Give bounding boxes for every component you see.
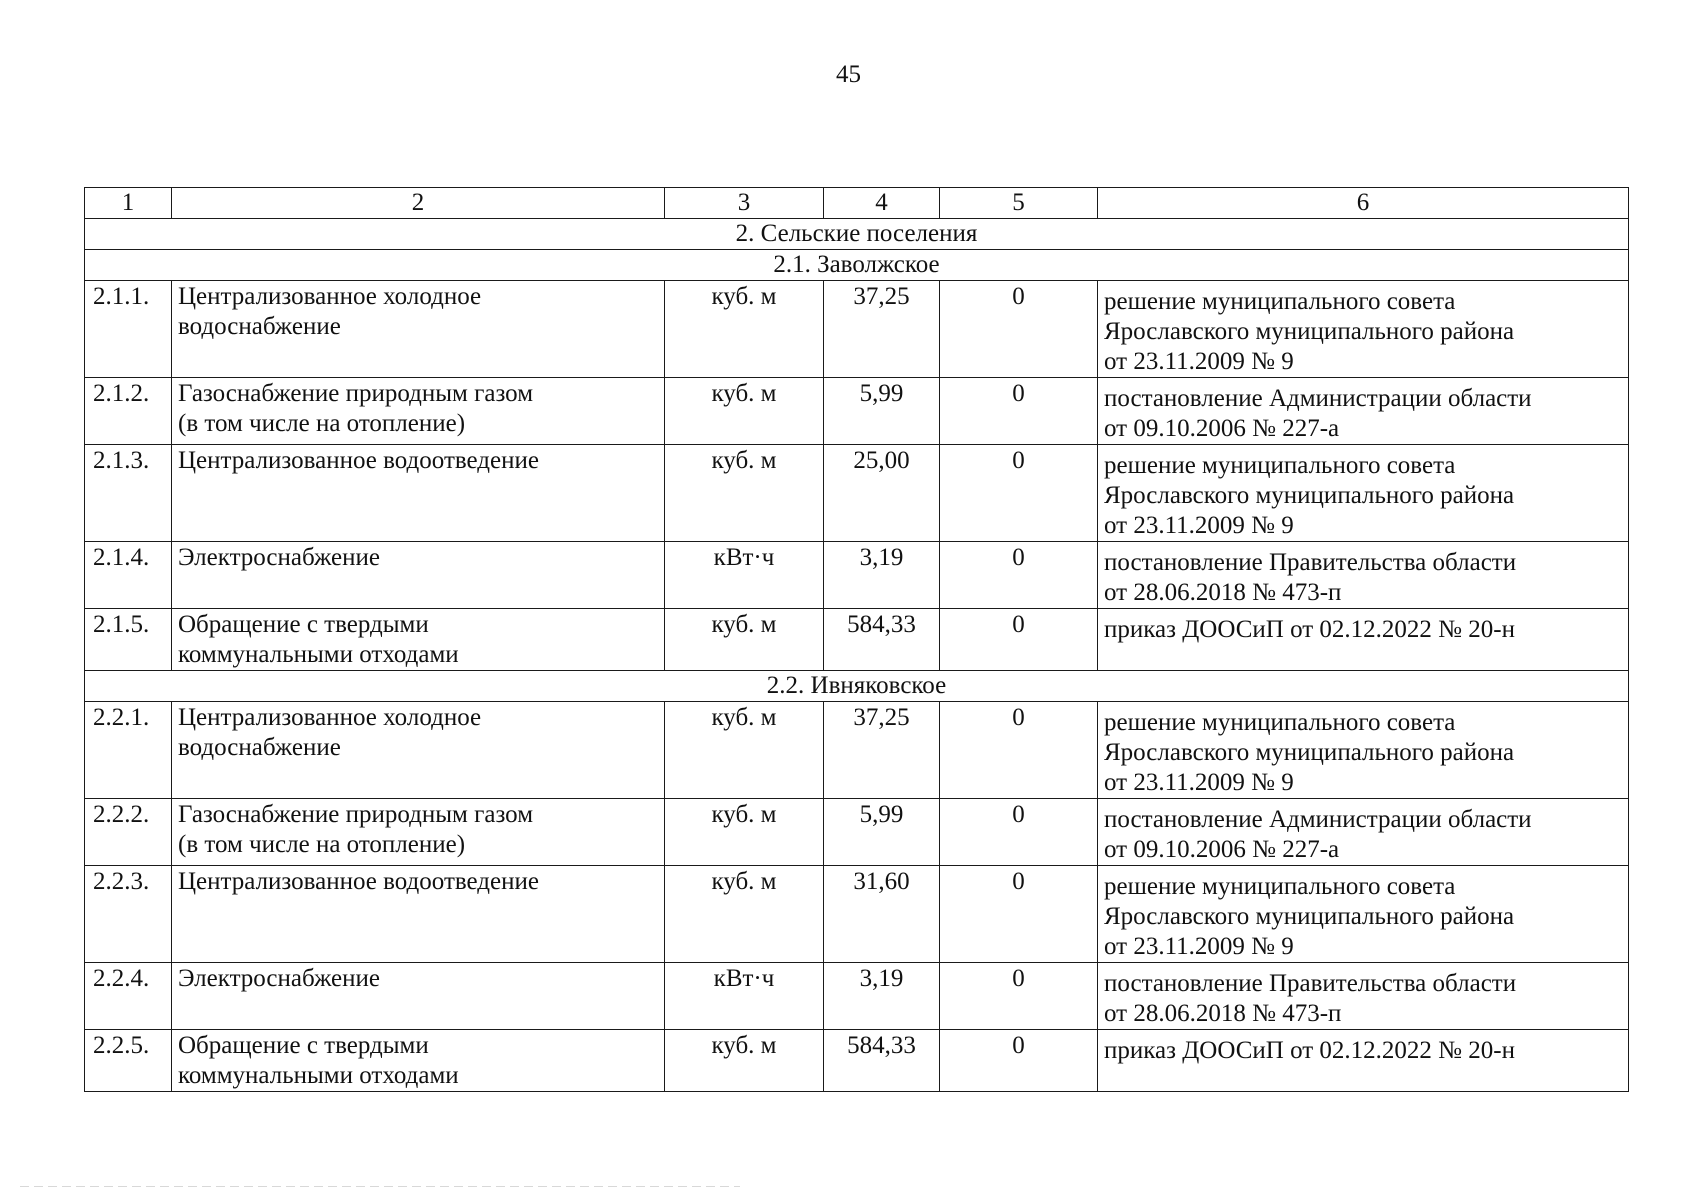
unit-cell: куб. м — [665, 609, 824, 671]
item-number-cell: 2.1.4. — [85, 542, 172, 609]
legal-basis-cell — [1098, 609, 1629, 671]
table-row — [85, 542, 1629, 609]
legal-basis-line: от 28.06.2018 № 473-п — [1104, 1000, 1342, 1027]
column-number-row — [85, 188, 1629, 219]
table-row — [85, 281, 1629, 378]
unit-cell: куб. м — [665, 445, 824, 542]
subsection-header-row — [85, 250, 1629, 281]
item-number-cell: 2.2.3. — [85, 866, 172, 963]
service-name-line: водоснабжение — [178, 734, 341, 761]
column5-cell: 0 — [940, 1030, 1098, 1092]
column-number-cell: 6 — [1098, 188, 1629, 219]
legal-basis-line: решение муниципального совета — [1104, 288, 1456, 315]
section-header-row — [85, 219, 1629, 250]
service-name-line: водоснабжение — [178, 313, 341, 340]
subsection-title: 2.2. Ивняковское — [85, 671, 1629, 702]
column5-cell: 0 — [940, 378, 1098, 445]
item-number-cell: 2.1.3. — [85, 445, 172, 542]
legal-basis-line: постановление Администрации области — [1104, 806, 1532, 833]
service-name-line: Электроснабжение — [178, 965, 380, 992]
table-row — [85, 609, 1629, 671]
service-name-cell — [172, 963, 665, 1030]
subsection-header-row — [85, 671, 1629, 702]
tariff-table — [84, 187, 1629, 1092]
table-row — [85, 445, 1629, 542]
service-name-line: Обращение с твердыми — [178, 1032, 429, 1059]
legal-basis-cell — [1098, 542, 1629, 609]
legal-basis-line: от 09.10.2006 № 227-а — [1104, 415, 1340, 442]
legal-basis-cell — [1098, 866, 1629, 963]
legal-basis-line: от 23.11.2009 № 9 — [1104, 348, 1294, 375]
table-row — [85, 1030, 1629, 1092]
column5-cell: 0 — [940, 609, 1098, 671]
legal-basis-line: Ярославского муниципального района — [1104, 739, 1515, 766]
service-name-line: коммунальными отходами — [178, 1062, 459, 1089]
value-cell: 31,60 — [824, 866, 940, 963]
table-row — [85, 799, 1629, 866]
unit-cell: кВт·ч — [665, 963, 824, 1030]
column5-cell: 0 — [940, 542, 1098, 609]
column5-cell: 0 — [940, 281, 1098, 378]
unit-cell: куб. м — [665, 281, 824, 378]
legal-basis-cell — [1098, 281, 1629, 378]
service-name-line: Централизованное холодное — [178, 283, 482, 310]
column-number-cell: 1 — [85, 188, 172, 219]
legal-basis-cell — [1098, 1030, 1629, 1092]
service-name-cell — [172, 799, 665, 866]
legal-basis-line: постановление Администрации области — [1104, 385, 1532, 412]
table-body — [85, 188, 1629, 1092]
legal-basis-line: приказ ДООСиП от 02.12.2022 № 20-н — [1104, 616, 1515, 643]
value-cell: 584,33 — [824, 609, 940, 671]
legal-basis-cell — [1098, 445, 1629, 542]
unit-cell: куб. м — [665, 799, 824, 866]
legal-basis-line: постановление Правительства области — [1104, 549, 1517, 576]
legal-basis-cell — [1098, 963, 1629, 1030]
unit-cell: куб. м — [665, 378, 824, 445]
table-row — [85, 866, 1629, 963]
table-row — [85, 378, 1629, 445]
legal-basis-line: от 23.11.2009 № 9 — [1104, 769, 1294, 796]
item-number-cell: 2.2.1. — [85, 702, 172, 799]
value-cell: 37,25 — [824, 281, 940, 378]
legal-basis-line: решение муниципального совета — [1104, 709, 1456, 736]
legal-basis-line: от 23.11.2009 № 9 — [1104, 933, 1294, 960]
legal-basis-line: от 28.06.2018 № 473-п — [1104, 579, 1342, 606]
subsection-title: 2.1. Заволжское — [85, 250, 1629, 281]
service-name-line: Централизованное холодное — [178, 704, 482, 731]
legal-basis-line: решение муниципального совета — [1104, 452, 1456, 479]
legal-basis-line: решение муниципального совета — [1104, 873, 1456, 900]
value-cell: 5,99 — [824, 378, 940, 445]
service-name-cell — [172, 542, 665, 609]
scan-artifact-line — [20, 1186, 740, 1187]
column-number-cell: 4 — [824, 188, 940, 219]
legal-basis-line: Ярославского муниципального района — [1104, 903, 1515, 930]
column5-cell: 0 — [940, 702, 1098, 799]
unit-cell: кВт·ч — [665, 542, 824, 609]
value-cell: 3,19 — [824, 542, 940, 609]
legal-basis-line: от 23.11.2009 № 9 — [1104, 512, 1294, 539]
table-row — [85, 963, 1629, 1030]
column5-cell: 0 — [940, 866, 1098, 963]
section-title: 2. Сельские поселения — [85, 219, 1629, 250]
unit-cell: куб. м — [665, 702, 824, 799]
legal-basis-line: от 09.10.2006 № 227-а — [1104, 836, 1340, 863]
service-name-line: Газоснабжение природным газом — [178, 801, 534, 828]
service-name-line: Газоснабжение природным газом — [178, 380, 534, 407]
service-name-cell — [172, 866, 665, 963]
item-number-cell: 2.2.4. — [85, 963, 172, 1030]
legal-basis-line: Ярославского муниципального района — [1104, 318, 1515, 345]
legal-basis-cell — [1098, 799, 1629, 866]
column-number-cell: 5 — [940, 188, 1098, 219]
service-name-cell — [172, 702, 665, 799]
legal-basis-cell — [1098, 702, 1629, 799]
service-name-line: коммунальными отходами — [178, 641, 459, 668]
legal-basis-cell — [1098, 378, 1629, 445]
page-number: 45 — [836, 61, 861, 88]
legal-basis-line: приказ ДООСиП от 02.12.2022 № 20-н — [1104, 1037, 1515, 1064]
value-cell: 5,99 — [824, 799, 940, 866]
item-number-cell: 2.2.2. — [85, 799, 172, 866]
column5-cell: 0 — [940, 799, 1098, 866]
service-name-cell — [172, 445, 665, 542]
item-number-cell: 2.2.5. — [85, 1030, 172, 1092]
legal-basis-line: Ярославского муниципального района — [1104, 482, 1515, 509]
legal-basis-line: постановление Правительства области — [1104, 970, 1517, 997]
service-name-line: (в том числе на отопление) — [178, 831, 466, 858]
service-name-cell — [172, 281, 665, 378]
column5-cell: 0 — [940, 445, 1098, 542]
service-name-cell — [172, 1030, 665, 1092]
column5-cell: 0 — [940, 963, 1098, 1030]
value-cell: 584,33 — [824, 1030, 940, 1092]
table-row — [85, 702, 1629, 799]
service-name-line: (в том числе на отопление) — [178, 410, 466, 437]
value-cell: 25,00 — [824, 445, 940, 542]
service-name-cell — [172, 609, 665, 671]
item-number-cell: 2.1.5. — [85, 609, 172, 671]
value-cell: 3,19 — [824, 963, 940, 1030]
service-name-line: Электроснабжение — [178, 544, 380, 571]
column-number-cell: 3 — [665, 188, 824, 219]
service-name-line: Обращение с твердыми — [178, 611, 429, 638]
unit-cell: куб. м — [665, 1030, 824, 1092]
service-name-line: Централизованное водоотведение — [178, 868, 539, 895]
service-name-cell — [172, 378, 665, 445]
unit-cell: куб. м — [665, 866, 824, 963]
item-number-cell: 2.1.2. — [85, 378, 172, 445]
column-number-cell: 2 — [172, 188, 665, 219]
item-number-cell: 2.1.1. — [85, 281, 172, 378]
service-name-line: Централизованное водоотведение — [178, 447, 539, 474]
value-cell: 37,25 — [824, 702, 940, 799]
